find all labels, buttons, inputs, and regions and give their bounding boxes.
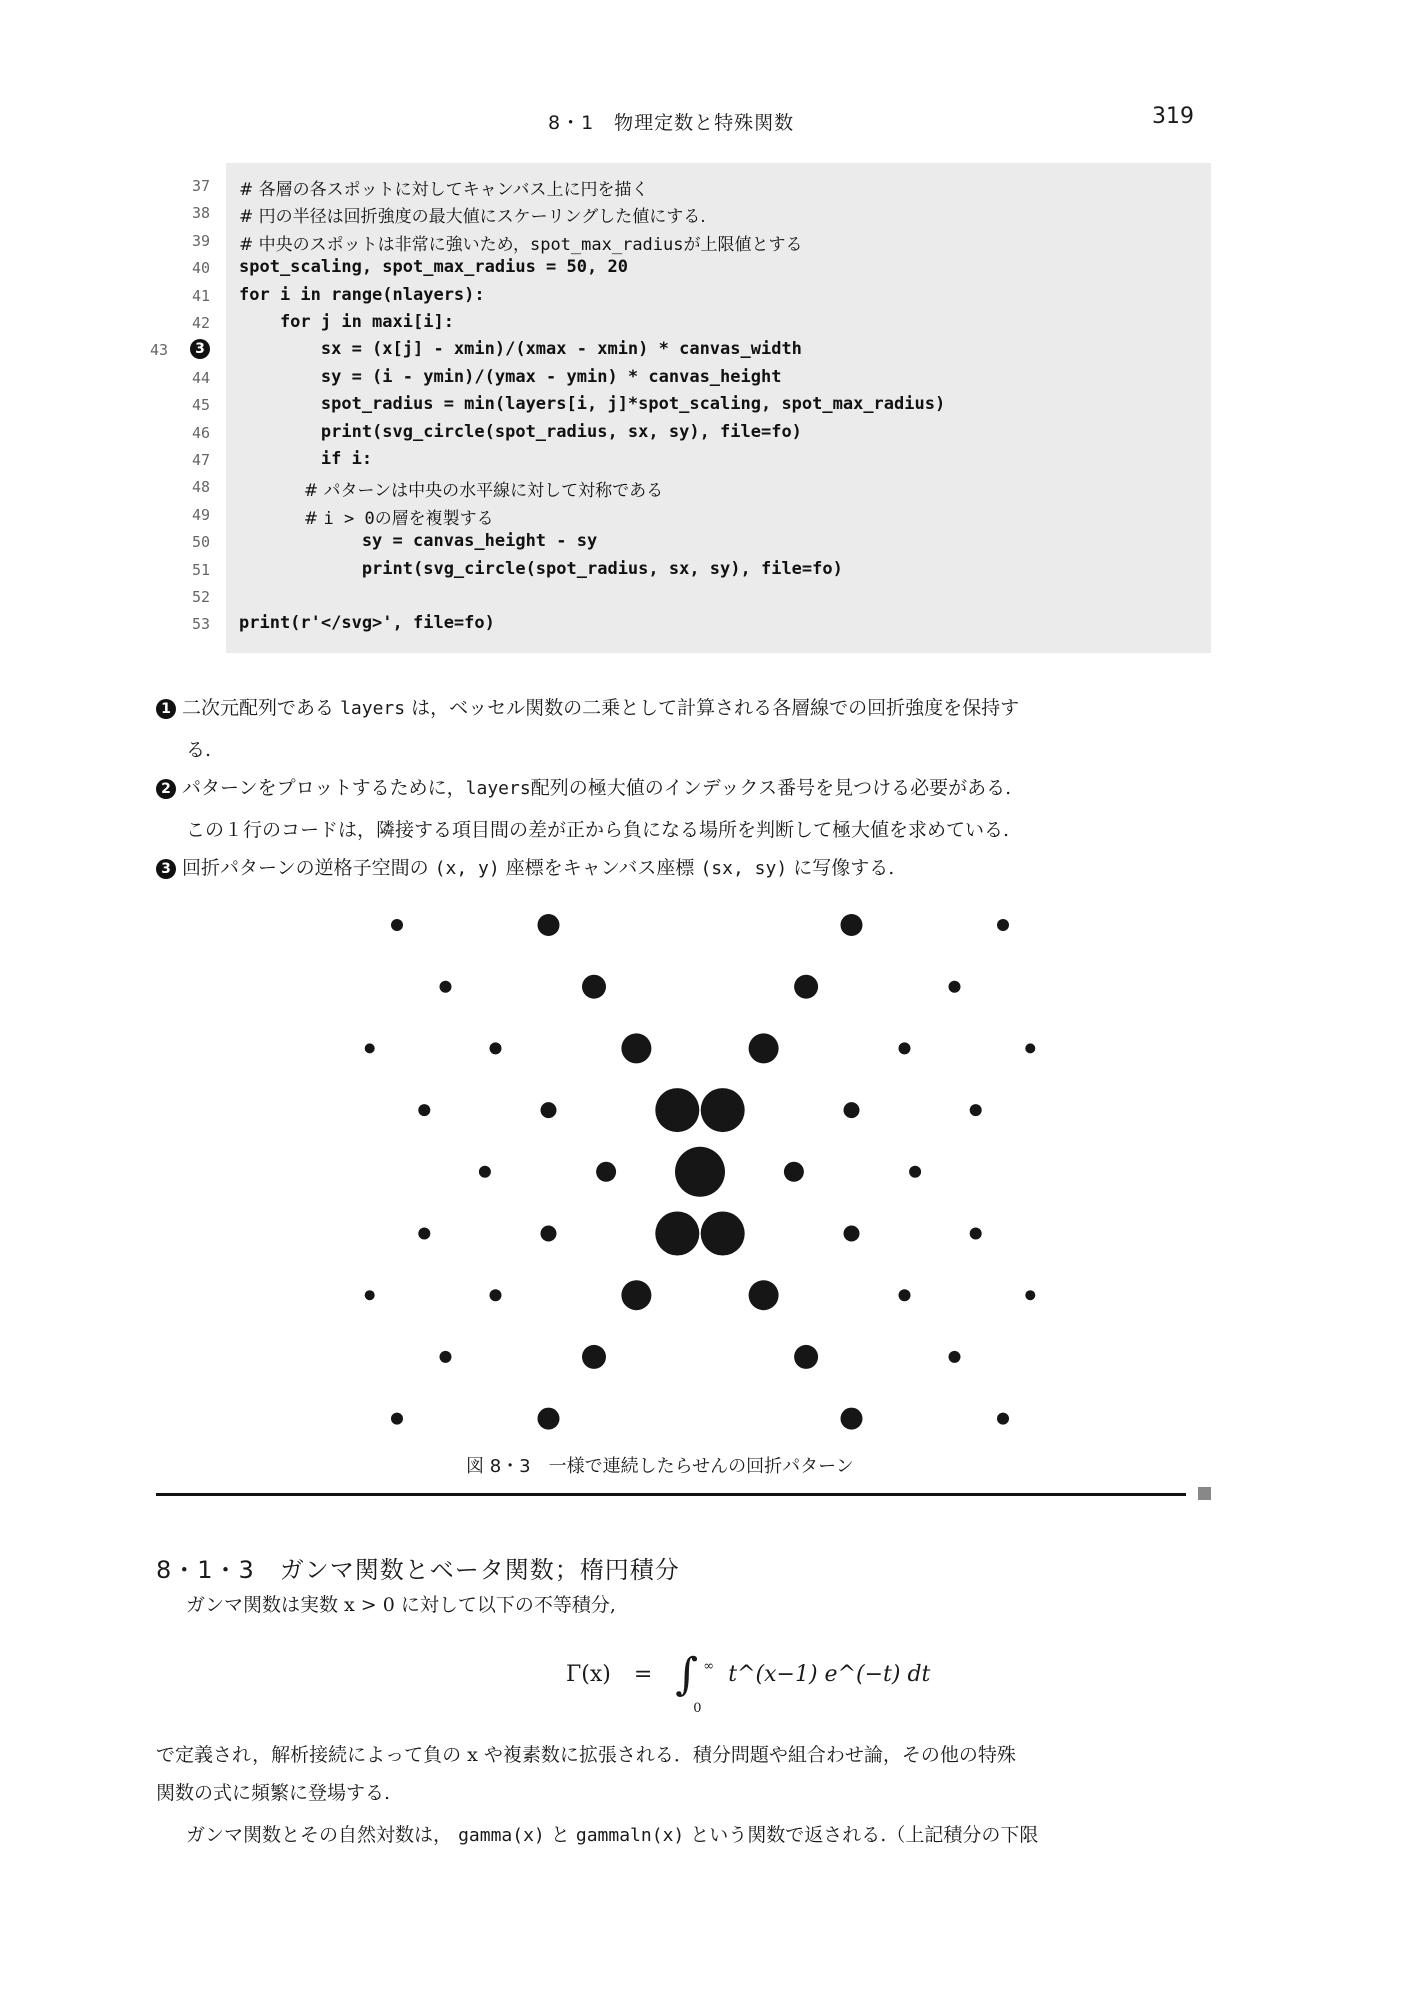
diffraction-spot [794,975,818,999]
note-1-text-a: 二次元配列である [182,697,335,719]
diffraction-spot [596,1162,616,1182]
diffraction-spot [490,1042,502,1054]
code-line-number: 43 [150,341,169,360]
section-heading: 8・1・3 ガンマ関数とベータ関数；楕円積分 [156,1556,680,1584]
code-line-number: 53 [191,615,210,634]
note-1-text-b: は，ベッセル関数の二乗として計算される各層線での回折強度を保持す [411,697,1020,719]
code-line-number: 37 [191,177,210,195]
diffraction-spot [655,1212,699,1256]
note-badge-1: 1 [156,699,176,719]
note-3 [156,848,1216,889]
code-line-number: 38 [191,204,210,223]
code-line-number: 49 [191,505,210,524]
paragraph-4-text-c: という関数で返される.（上記積分の下限 [690,1824,1039,1846]
paragraph-4 [186,1820,1038,1847]
diffraction-spot [794,1345,818,1369]
code-line-number: 47 [191,451,210,469]
diffraction-spot [391,919,403,931]
diffraction-spot [701,1212,745,1256]
code-line-number: 44 [191,368,210,387]
diffraction-spot [621,1033,651,1063]
diffraction-spot [749,1033,779,1063]
note-2-continuation: この１行のコードは，隣接する項目間の差が正から負になる場所を判断して極大値を求めている. [186,819,1010,841]
code-line [239,175,648,200]
paragraph-4-code-2: gammaln(x) [575,1825,685,1846]
equation-rhs: t^(x−1) e^(−t) dt [728,1662,931,1687]
code-line-text: # 円の半径は回折強度の最大値にスケーリングした値にする. [239,207,706,228]
note-3-text-b: 座標をキャンバス座標 [505,857,695,879]
code-line [239,422,802,442]
diffraction-spot [418,1228,430,1240]
diffraction-spot [621,1280,651,1310]
code-line-text-c: が上限値とする [683,234,803,255]
diffraction-spot [997,1413,1009,1425]
diffraction-spot [899,1289,911,1301]
diffraction-spot [418,1104,430,1116]
note-2-text-b: 配列の極大値のインデックス番号を見つける必要がある. [530,777,1012,799]
diffraction-spot [440,1351,452,1363]
code-line [239,367,781,387]
note-3-code-1: (x, y) [434,858,500,879]
diffraction-spot [997,919,1009,931]
diffraction-spot [582,1345,606,1369]
paragraph-4-text-b: と [550,1824,570,1846]
diffraction-spot [1025,1290,1035,1300]
diffraction-spot [701,1088,745,1132]
diffraction-pattern-figure [340,900,1060,1440]
code-line-text-a: # 中央のスポットは非常に強いため， [239,234,530,255]
code-line-text: if i: [239,449,373,469]
code-line-text: spot_scaling, spot_max_radius = 50, 20 [239,257,628,278]
diffraction-spot [440,981,452,993]
code-line [239,339,802,359]
paragraph-4-code-1: gamma(x) [458,1825,545,1846]
note-1 [156,688,1216,729]
diffraction-spot [970,1104,982,1116]
diffraction-spot [655,1088,699,1132]
code-line [239,504,494,529]
diffraction-spot [970,1228,982,1240]
paragraph-4-text-a: ガンマ関数とその自然対数は， [186,1824,453,1846]
diffraction-spot [899,1042,911,1054]
code-line-text: sx = (x[j] - xmin)/(xmax - xmin) * canvas_width [239,339,802,360]
diffraction-spot [749,1280,779,1310]
code-annotation-badge: 3 [190,339,210,359]
diffraction-spot [365,1290,375,1300]
code-line-text: print(r'</svg>', file=fo) [239,613,495,634]
code-line-text-a: # [239,508,324,529]
diffraction-spot [844,1226,860,1242]
note-2-text-a: パターンをプロットするために， [182,777,466,799]
code-line-text: for j in maxi[i]: [239,312,454,332]
diffraction-spot [841,1408,863,1430]
diffraction-spot [582,975,606,999]
diffraction-spot [391,1413,403,1425]
diffraction-spot [949,981,961,993]
code-line-text-b: spot_max_radius [529,234,684,255]
code-line-number: 39 [191,231,210,250]
code-line-text: sy = (i - ymin)/(ymax - ymin) * canvas_height [239,366,782,387]
integral-lower-limit: 0 [693,1701,702,1716]
code-line-number: 46 [191,423,210,442]
running-header: 8・1 物理定数と特殊関数 [548,112,795,134]
diffraction-spot [675,1147,725,1197]
page-number: 319 [1152,104,1194,129]
diffraction-spot [479,1166,491,1178]
code-line-number: 41 [191,286,210,305]
note-2 [156,768,1216,809]
code-line [239,476,663,501]
code-line [239,394,945,414]
code-line-text: # パターンは中央の水平線に対して対称である [239,481,664,502]
diffraction-spot [541,1226,557,1242]
gamma-equation [566,1649,931,1716]
diffraction-spot [949,1351,961,1363]
integral-upper-limit: ∞ [703,1659,715,1674]
code-line-text: print(svg_circle(spot_radius, sx, sy), file=fo) [239,558,843,579]
equation-lhs: Γ(x) [566,1662,611,1687]
code-line-text: sy = canvas_height - sy [239,531,598,552]
note-badge-3: 3 [156,859,176,879]
code-line-number: 51 [191,560,210,579]
note-3-code-2: (sx, sy) [700,858,788,879]
code-line [239,613,495,633]
note-1-code: layers [340,698,406,719]
diffraction-spot [365,1043,375,1053]
diffraction-spot [909,1166,921,1178]
code-line-text: print(svg_circle(spot_radius, sx, sy), file=fo) [239,421,802,442]
paragraph-1: ガンマ関数は実数 x > 0 に対して以下の不等積分, [186,1594,616,1616]
paragraph-3: 関数の式に頻繁に登場する. [156,1782,391,1804]
note-3-text-a: 回折パターンの逆格子空間の [182,857,429,879]
code-line-number: 40 [191,259,210,278]
equation-equals: = [633,1662,653,1687]
code-line-text: # 各層の各スポットに対してキャンバス上に円を描く [239,180,649,200]
code-line-text: for i in range(nlayers): [239,284,485,305]
note-2-code: layers [465,778,531,799]
diffraction-spot [538,1408,560,1430]
code-line-text-c: の層を複製する [374,508,494,529]
note-3-text-c: に写像する. [793,857,895,879]
code-line [239,312,454,332]
diffraction-spot [541,1102,557,1118]
code-line [239,531,597,551]
diffraction-spot [1025,1043,1035,1053]
code-line [239,449,372,469]
code-line-number: 48 [191,478,210,497]
figure-end-marker [1198,1487,1211,1500]
code-line [239,285,485,305]
figure-end-rule [156,1493,1186,1496]
code-line [239,230,803,255]
code-line-text-b: i > 0 [323,508,375,529]
code-line [239,559,843,579]
code-line-number: 52 [191,588,210,606]
diffraction-spot [844,1102,860,1118]
code-line-text: spot_radius = min(layers[i, j]*spot_scaling, spot_max_radius) [239,394,946,415]
diffraction-spot [841,914,863,936]
diffraction-spot [538,914,560,936]
code-line-number: 42 [191,314,210,332]
diffraction-spot [784,1162,804,1182]
paragraph-2: で定義され，解析接続によって負の x や複素数に拡張される．積分問題や組合わせ論，その他の特殊 [156,1744,1016,1766]
code-line [239,202,706,227]
code-line-number: 45 [191,396,210,415]
diffraction-spot [490,1289,502,1301]
code-line [239,257,628,277]
note-1-continuation: る. [186,739,212,761]
integral-sign: ∫ ∞ 0 [675,1655,721,1695]
code-line-number: 50 [191,533,210,552]
note-badge-2: 2 [156,779,176,799]
figure-caption: 図 8・3 一様で連続したらせんの回折パターン [466,1456,854,1477]
